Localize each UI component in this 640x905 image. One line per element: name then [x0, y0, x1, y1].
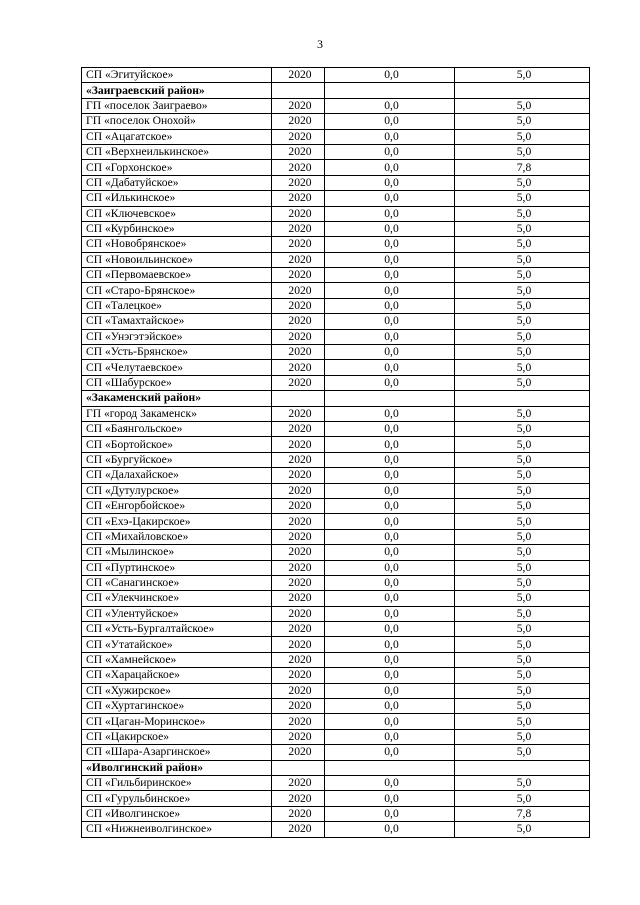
settlement-name-cell: СП «Гурульбинское»: [82, 791, 272, 806]
value2-cell: 5,0: [455, 637, 590, 652]
value2-cell: 5,0: [455, 468, 590, 483]
table-row: [82, 191, 590, 206]
value1-cell: 0,0: [325, 68, 455, 83]
settlement-name-cell: СП «Усть-Бургалтайское»: [82, 622, 272, 637]
table-row: [82, 175, 590, 190]
year-cell: 2020: [272, 175, 325, 190]
table-row: [82, 406, 590, 421]
year-cell: 2020: [272, 68, 325, 83]
value1-cell: 0,0: [325, 298, 455, 313]
table-row: [82, 668, 590, 683]
year-cell: 2020: [272, 452, 325, 467]
year-cell: 2020: [272, 360, 325, 375]
value2-cell: 5,0: [455, 498, 590, 513]
page-number: 3: [317, 37, 323, 51]
value2-cell: 5,0: [455, 375, 590, 390]
table-row: [82, 114, 590, 129]
value1-cell: 0,0: [325, 375, 455, 390]
district-name-cell: «Заиграевский район»: [82, 83, 272, 98]
table-row: [82, 560, 590, 575]
value2-cell: 7,8: [455, 160, 590, 175]
table-row: [82, 529, 590, 544]
value2-cell: 5,0: [455, 206, 590, 221]
value1-cell: 0,0: [325, 668, 455, 683]
table-row: [82, 237, 590, 252]
value1-cell: 0,0: [325, 699, 455, 714]
value1-cell: 0,0: [325, 683, 455, 698]
settlement-name-cell: СП «Цакирское»: [82, 729, 272, 744]
table-row: [82, 652, 590, 667]
value2-cell: 5,0: [455, 252, 590, 267]
year-cell: 2020: [272, 714, 325, 729]
table-row: [82, 129, 590, 144]
settlement-name-cell: СП «Шара-Азаргинское»: [82, 745, 272, 760]
year-cell: 2020: [272, 729, 325, 744]
year-cell: 2020: [272, 775, 325, 790]
value2-cell: 5,0: [455, 298, 590, 313]
settlement-name-cell: ГП «поселок Заиграево»: [82, 98, 272, 113]
value2-cell: 5,0: [455, 483, 590, 498]
value2-cell: 5,0: [455, 129, 590, 144]
value1-cell: 0,0: [325, 452, 455, 467]
value1-cell: 0,0: [325, 822, 455, 837]
value1-cell: 0,0: [325, 406, 455, 421]
district-header-row: [82, 83, 590, 98]
value2-cell: [455, 83, 590, 98]
value2-cell: 7,8: [455, 806, 590, 821]
value2-cell: 5,0: [455, 668, 590, 683]
value2-cell: 5,0: [455, 360, 590, 375]
table-row: [82, 714, 590, 729]
value1-cell: 0,0: [325, 545, 455, 560]
settlement-name-cell: СП «Далахайское»: [82, 468, 272, 483]
value2-cell: 5,0: [455, 714, 590, 729]
year-cell: 2020: [272, 252, 325, 267]
value2-cell: 5,0: [455, 652, 590, 667]
year-cell: 2020: [272, 129, 325, 144]
settlement-name-cell: СП «Ацагатское»: [82, 129, 272, 144]
table-row: [82, 575, 590, 590]
value1-cell: 0,0: [325, 745, 455, 760]
value2-cell: 5,0: [455, 314, 590, 329]
table-row: [82, 437, 590, 452]
table-row: [82, 283, 590, 298]
settlement-name-cell: СП «Улекчинское»: [82, 591, 272, 606]
value1-cell: 0,0: [325, 622, 455, 637]
year-cell: 2020: [272, 144, 325, 159]
value2-cell: 5,0: [455, 452, 590, 467]
value1-cell: 0,0: [325, 160, 455, 175]
value1-cell: 0,0: [325, 360, 455, 375]
year-cell: 2020: [272, 652, 325, 667]
municipality-table: [81, 67, 590, 838]
table-row: [82, 637, 590, 652]
table-row: [82, 144, 590, 159]
value1-cell: 0,0: [325, 652, 455, 667]
year-cell: [272, 760, 325, 775]
settlement-name-cell: СП «Илькинское»: [82, 191, 272, 206]
settlement-name-cell: СП «Ехэ-Цакирское»: [82, 514, 272, 529]
settlement-name-cell: СП «Енгорбойское»: [82, 498, 272, 513]
year-cell: 2020: [272, 591, 325, 606]
value2-cell: 5,0: [455, 745, 590, 760]
value2-cell: 5,0: [455, 529, 590, 544]
table-row: [82, 421, 590, 436]
settlement-name-cell: ГП «город Закаменск»: [82, 406, 272, 421]
value1-cell: 0,0: [325, 606, 455, 621]
year-cell: 2020: [272, 668, 325, 683]
value2-cell: 5,0: [455, 699, 590, 714]
value1-cell: 0,0: [325, 591, 455, 606]
value2-cell: 5,0: [455, 545, 590, 560]
year-cell: 2020: [272, 791, 325, 806]
settlement-name-cell: СП «Мылинское»: [82, 545, 272, 560]
table-row: [82, 252, 590, 267]
settlement-name-cell: СП «Новоильинское»: [82, 252, 272, 267]
value2-cell: 5,0: [455, 437, 590, 452]
value1-cell: 0,0: [325, 237, 455, 252]
value2-cell: 5,0: [455, 329, 590, 344]
value2-cell: 5,0: [455, 191, 590, 206]
year-cell: [272, 83, 325, 98]
table-row: [82, 68, 590, 83]
value2-cell: 5,0: [455, 791, 590, 806]
year-cell: 2020: [272, 160, 325, 175]
value2-cell: 5,0: [455, 822, 590, 837]
year-cell: 2020: [272, 683, 325, 698]
value1-cell: [325, 391, 455, 406]
year-cell: 2020: [272, 237, 325, 252]
value1-cell: 0,0: [325, 206, 455, 221]
settlement-name-cell: СП «Новобрянское»: [82, 237, 272, 252]
table-row: [82, 298, 590, 313]
settlement-name-cell: СП «Верхнеилькинское»: [82, 144, 272, 159]
value2-cell: 5,0: [455, 68, 590, 83]
value2-cell: 5,0: [455, 421, 590, 436]
settlement-name-cell: СП «Цаган-Моринское»: [82, 714, 272, 729]
value1-cell: 0,0: [325, 221, 455, 236]
value1-cell: 0,0: [325, 791, 455, 806]
table-row: [82, 329, 590, 344]
table-row: [82, 545, 590, 560]
value2-cell: 5,0: [455, 560, 590, 575]
value1-cell: 0,0: [325, 560, 455, 575]
value2-cell: 5,0: [455, 345, 590, 360]
value2-cell: 5,0: [455, 221, 590, 236]
table-row: [82, 452, 590, 467]
value1-cell: 0,0: [325, 98, 455, 113]
year-cell: 2020: [272, 468, 325, 483]
settlement-name-cell: ГП «поселок Онохой»: [82, 114, 272, 129]
table-row: [82, 221, 590, 236]
value2-cell: 5,0: [455, 775, 590, 790]
year-cell: 2020: [272, 606, 325, 621]
table-row: [82, 775, 590, 790]
year-cell: 2020: [272, 421, 325, 436]
settlement-name-cell: СП «Иволгинское»: [82, 806, 272, 821]
table-row: [82, 591, 590, 606]
settlement-name-cell: СП «Шабурское»: [82, 375, 272, 390]
value1-cell: 0,0: [325, 114, 455, 129]
value1-cell: 0,0: [325, 637, 455, 652]
value2-cell: 5,0: [455, 237, 590, 252]
settlement-name-cell: СП «Нижнеиволгинское»: [82, 822, 272, 837]
value1-cell: [325, 760, 455, 775]
value2-cell: 5,0: [455, 268, 590, 283]
value2-cell: 5,0: [455, 406, 590, 421]
value1-cell: 0,0: [325, 268, 455, 283]
district-name-cell: «Закаменский район»: [82, 391, 272, 406]
value2-cell: 5,0: [455, 591, 590, 606]
value1-cell: 0,0: [325, 314, 455, 329]
district-header-row: [82, 760, 590, 775]
value1-cell: 0,0: [325, 575, 455, 590]
year-cell: 2020: [272, 822, 325, 837]
value2-cell: 5,0: [455, 683, 590, 698]
year-cell: 2020: [272, 560, 325, 575]
year-cell: 2020: [272, 268, 325, 283]
settlement-name-cell: СП «Хуртагинское»: [82, 699, 272, 714]
value1-cell: 0,0: [325, 498, 455, 513]
table-row: [82, 206, 590, 221]
table-row: [82, 268, 590, 283]
table-row: [82, 822, 590, 837]
settlement-name-cell: СП «Тамахтайское»: [82, 314, 272, 329]
year-cell: 2020: [272, 483, 325, 498]
value2-cell: 5,0: [455, 283, 590, 298]
settlement-name-cell: СП «Старо-Брянское»: [82, 283, 272, 298]
year-cell: 2020: [272, 699, 325, 714]
table-row: [82, 468, 590, 483]
value1-cell: 0,0: [325, 468, 455, 483]
value2-cell: 5,0: [455, 144, 590, 159]
value1-cell: 0,0: [325, 283, 455, 298]
settlement-name-cell: СП «Утатайское»: [82, 637, 272, 652]
settlement-name-cell: СП «Михайловское»: [82, 529, 272, 544]
year-cell: 2020: [272, 221, 325, 236]
settlement-name-cell: СП «Гильбиринское»: [82, 775, 272, 790]
value1-cell: [325, 83, 455, 98]
value1-cell: 0,0: [325, 806, 455, 821]
settlement-name-cell: СП «Усть-Брянское»: [82, 345, 272, 360]
year-cell: 2020: [272, 298, 325, 313]
settlement-name-cell: СП «Улентуйское»: [82, 606, 272, 621]
table-row: [82, 514, 590, 529]
value2-cell: 5,0: [455, 514, 590, 529]
settlement-name-cell: СП «Горхонское»: [82, 160, 272, 175]
settlement-name-cell: СП «Ключевское»: [82, 206, 272, 221]
year-cell: 2020: [272, 637, 325, 652]
value1-cell: 0,0: [325, 775, 455, 790]
value2-cell: 5,0: [455, 575, 590, 590]
year-cell: 2020: [272, 437, 325, 452]
settlement-name-cell: СП «Харацайское»: [82, 668, 272, 683]
year-cell: 2020: [272, 406, 325, 421]
year-cell: 2020: [272, 329, 325, 344]
table-row: [82, 699, 590, 714]
year-cell: 2020: [272, 622, 325, 637]
year-cell: 2020: [272, 375, 325, 390]
settlement-name-cell: СП «Баянгольское»: [82, 421, 272, 436]
value1-cell: 0,0: [325, 437, 455, 452]
year-cell: 2020: [272, 806, 325, 821]
value2-cell: 5,0: [455, 98, 590, 113]
value1-cell: 0,0: [325, 714, 455, 729]
settlement-name-cell: СП «Талецкое»: [82, 298, 272, 313]
settlement-name-cell: СП «Бортойское»: [82, 437, 272, 452]
settlement-name-cell: СП «Унэгэтэйское»: [82, 329, 272, 344]
year-cell: 2020: [272, 314, 325, 329]
settlement-name-cell: СП «Челутаевское»: [82, 360, 272, 375]
year-cell: 2020: [272, 745, 325, 760]
value2-cell: [455, 391, 590, 406]
year-cell: 2020: [272, 529, 325, 544]
value1-cell: 0,0: [325, 191, 455, 206]
value1-cell: 0,0: [325, 252, 455, 267]
table-row: [82, 360, 590, 375]
year-cell: 2020: [272, 283, 325, 298]
value1-cell: 0,0: [325, 483, 455, 498]
value1-cell: 0,0: [325, 729, 455, 744]
table-row: [82, 806, 590, 821]
value2-cell: 5,0: [455, 729, 590, 744]
year-cell: 2020: [272, 545, 325, 560]
value1-cell: 0,0: [325, 144, 455, 159]
settlement-name-cell: СП «Эгитуйское»: [82, 68, 272, 83]
district-header-row: [82, 391, 590, 406]
value1-cell: 0,0: [325, 175, 455, 190]
table-row: [82, 729, 590, 744]
year-cell: 2020: [272, 514, 325, 529]
year-cell: 2020: [272, 114, 325, 129]
value2-cell: 5,0: [455, 622, 590, 637]
value1-cell: 0,0: [325, 529, 455, 544]
value1-cell: 0,0: [325, 514, 455, 529]
value1-cell: 0,0: [325, 129, 455, 144]
settlement-name-cell: СП «Санагинское»: [82, 575, 272, 590]
table-row: [82, 375, 590, 390]
value2-cell: 5,0: [455, 175, 590, 190]
table-row: [82, 683, 590, 698]
value2-cell: 5,0: [455, 606, 590, 621]
settlement-name-cell: СП «Первомаевское»: [82, 268, 272, 283]
settlement-name-cell: СП «Бургуйское»: [82, 452, 272, 467]
table-row: [82, 160, 590, 175]
value2-cell: [455, 760, 590, 775]
year-cell: 2020: [272, 498, 325, 513]
settlement-name-cell: СП «Хамнейское»: [82, 652, 272, 667]
table-body: [82, 68, 590, 838]
settlement-name-cell: СП «Дабатуйское»: [82, 175, 272, 190]
table-row: [82, 606, 590, 621]
year-cell: 2020: [272, 98, 325, 113]
table-row: [82, 483, 590, 498]
table-row: [82, 745, 590, 760]
district-name-cell: «Иволгинский район»: [82, 760, 272, 775]
settlement-name-cell: СП «Курбинское»: [82, 221, 272, 236]
year-cell: 2020: [272, 345, 325, 360]
value2-cell: 5,0: [455, 114, 590, 129]
value1-cell: 0,0: [325, 329, 455, 344]
value1-cell: 0,0: [325, 421, 455, 436]
table-row: [82, 314, 590, 329]
year-cell: [272, 391, 325, 406]
table-row: [82, 98, 590, 113]
settlement-name-cell: СП «Дутулурское»: [82, 483, 272, 498]
year-cell: 2020: [272, 206, 325, 221]
table-row: [82, 622, 590, 637]
value1-cell: 0,0: [325, 345, 455, 360]
year-cell: 2020: [272, 575, 325, 590]
year-cell: 2020: [272, 191, 325, 206]
table-row: [82, 345, 590, 360]
table-row: [82, 498, 590, 513]
settlement-name-cell: СП «Хужирское»: [82, 683, 272, 698]
settlement-name-cell: СП «Пуртинское»: [82, 560, 272, 575]
table-row: [82, 791, 590, 806]
